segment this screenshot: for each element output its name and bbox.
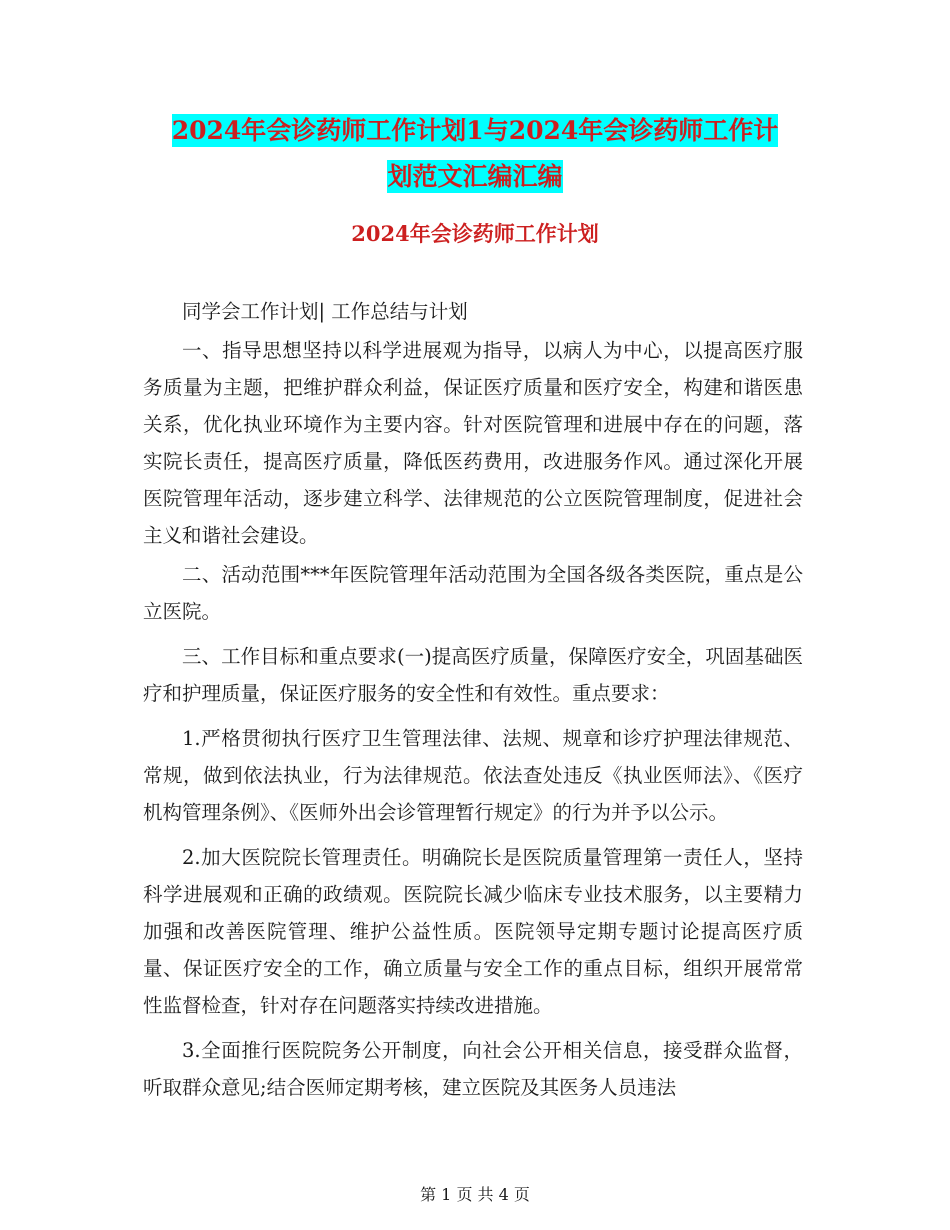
title-line-1: 2024年会诊药师工作计划1与2024年会诊药师工作计 — [171, 116, 779, 145]
paragraph: 2.加大医院院长管理责任。明确院长是医院质量管理第一责任人，坚持科学进展观和正确的政绩观。医院院长减少临床专业技术服务，以主要精力加强和改善医院管理、维护公益性质。医院领导定期专题讨论提高医疗质量、保证医疗安全的工作，确立质量与安全工作的重点目标，组织开展常常性监督检查，针对存在问题落实持续改进措施。 — [143, 846, 803, 1017]
document-title — [0, 108, 950, 200]
paragraph: 三、工作目标和重点要求(一)提高医疗质量，保障医疗安全，巩固基础医疗和护理质量，保证医疗服务的安全性和有效性。重点要求： — [143, 645, 803, 705]
document-body — [143, 293, 803, 1114]
paragraph: 一、指导思想坚持以科学进展观为指导，以病人为中心，以提高医疗服务质量为主题，把维护群众利益，保证医疗质量和医疗安全，构建和谐医患关系，优化执业环境作为主要内容。针对医院管理和进展中存在的问题，落实院长责任，提高医疗质量，降低医药费用，改进服务作风。通过深化开展医院管理年活动，逐步建立科学、法律规范的公立医院管理制度，促进社会主义和谐社会建设。 — [143, 339, 803, 547]
paragraph: 同学会工作计划| 工作总结与计划 — [182, 300, 468, 323]
paragraph: 3.全面推行医院院务公开制度，向社会公开相关信息，接受群众监督，听取群众意见;结合医师定期考核，建立医院及其医务人员违法 — [143, 1039, 803, 1099]
paragraph: 二、活动范围***年医院管理年活动范围为全国各级各类医院，重点是公立医院。 — [143, 563, 803, 623]
section-title: 2024年会诊药师工作计划 — [351, 221, 599, 246]
paragraph: 1.严格贯彻执行医疗卫生管理法律、法规、规章和诊疗护理法律规范、常规，做到依法执业，行为法律规范。依法查处违反《执业医师法》、《医疗机构管理条例》、《医师外出会诊管理暂行规定》的行为并予以公示。 — [143, 727, 803, 824]
page-footer: 第 1 页 共 4 页 — [420, 1185, 530, 1204]
title-line-2: 划范文汇编汇编 — [387, 162, 563, 191]
